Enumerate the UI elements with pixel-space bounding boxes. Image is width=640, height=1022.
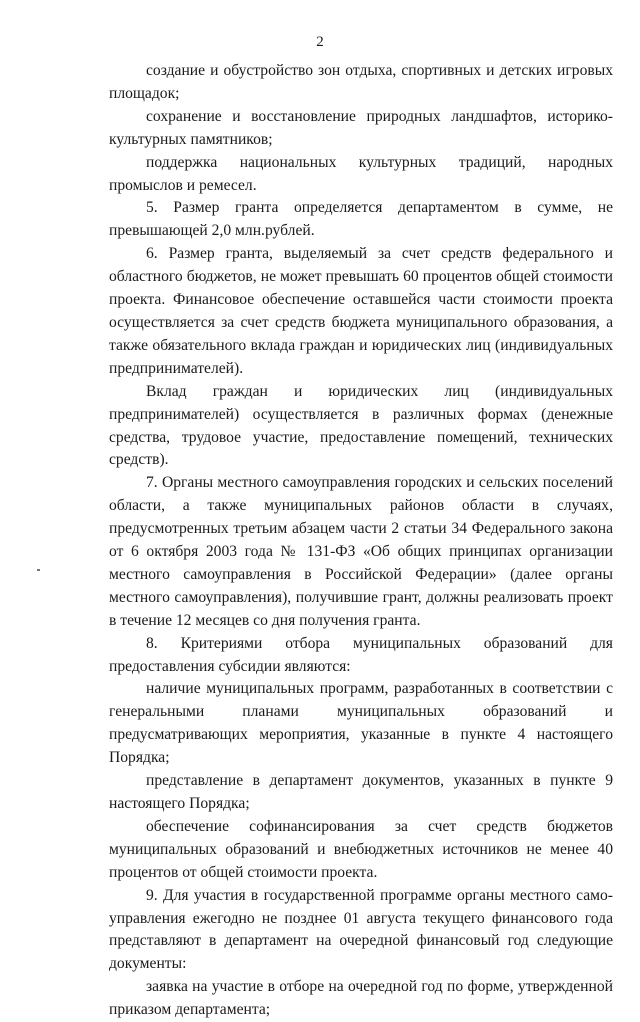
paragraph-municipal-programs: наличие муниципальных программ, разработанных в соответствии с генеральными планами муниципальных образований и предусматривающих мероприятия, указанные в пункте 4 настоящего Порядка; bbox=[109, 680, 613, 767]
paragraph-cofinancing: обеспечение софинансирования за счет средств бюджетов муниципальных образований и внебюджетных источников не менее 40 процентов от общей стоимости проекта. bbox=[109, 817, 613, 881]
document-body bbox=[109, 60, 613, 1022]
paragraph-item-5: 5. Размер гранта определяется департаментом в сумме, не превышающей 2,0 млн.рублей. bbox=[109, 199, 613, 240]
paragraph-item-6: 6. Размер гранта, выделяемый за счет средств федерального и областного бюджетов, не может превышать 60 процентов общей стоимости проекта. Финансовое обеспечение оставшейся части стоимости проекта осуществляется за счет средств бюджета муниципального образования, а также обязательного вклада граждан и юридических лиц (индивидуальных предпринимателей). bbox=[109, 245, 613, 377]
paragraph-item-7: 7. Органы местного самоуправления городских и сельских поселений области, а также муниципальных районов области в случаях, предусмотренных третьим абзацем части 2 статьи 34 Федерального закона от 6 октября 2003 года № 131-ФЗ «Об общих принципах организации местного самоуправления в Российской Федерации» (далее органы местного самоуправления), получившие грант, должны реализовать проект в течение 12 месяцев со дня получения гранта. bbox=[109, 474, 613, 629]
paragraph-traditions: поддержка национальных культурных традиций, народных промыслов и ремесел. bbox=[109, 153, 613, 194]
paragraph-landscapes: сохранение и восстановление природных ландшафтов, историко-культурных памятников; bbox=[109, 107, 613, 148]
stray-mark bbox=[37, 569, 40, 571]
page-number: 2 bbox=[316, 34, 324, 50]
paragraph-item-9: 9. Для участия в государственной программе органы местного само-управления ежегодно не позднее 01 августа текущего финансового года представляют в департамент на очередной финансовый год следующие документы: bbox=[109, 886, 613, 973]
paragraph-contribution: Вклад граждан и юридических лиц (индивидуальных предпринимателей) осуществляется в различных формах (денежные средства, трудовое участие, предоставление помещений, технических средств). bbox=[109, 382, 613, 469]
paragraph-recreation-zones: создание и обустройство зон отдыха, спортивных и детских игровых площадок; bbox=[109, 62, 613, 102]
paragraph-application: заявка на участие в отборе на очередной год по форме, утвержденной приказом департамента; bbox=[109, 978, 613, 1019]
paragraph-item-8: 8. Критериями отбора муниципальных образований для предоставления субсидии являются: bbox=[109, 634, 613, 675]
paragraph-documents: представление в департамент документов, указанных в пункте 9 настоящего Порядка; bbox=[109, 772, 613, 812]
